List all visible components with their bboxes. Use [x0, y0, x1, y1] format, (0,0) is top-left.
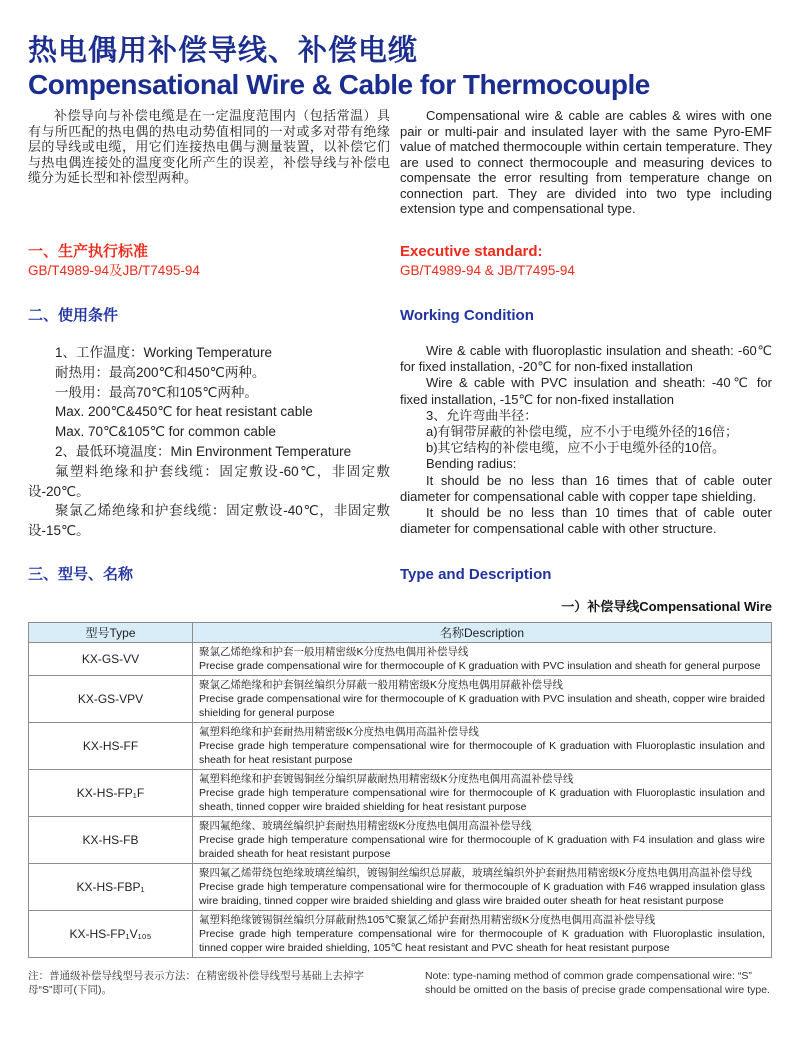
- type-code: KX-GS-VV: [29, 643, 193, 676]
- table-row: [29, 911, 772, 958]
- description-cell: [193, 676, 772, 723]
- condition-line: 耐热用：最高200℃和450℃两种。: [55, 364, 266, 380]
- description-zh: 聚四氟绝缘、玻璃丝编织护套耐热用精密级K分度热电偶用高温补偿导线: [199, 820, 532, 832]
- footnote-en: Note: type-naming method of common grade compensational wire: “S” should be omitted on the basis of precise grade compensational wire type.: [425, 970, 770, 996]
- type-heading-zh-cell: [28, 565, 390, 589]
- condition-line: It should be no less than 16 times that of cable outer diameter for compensational cable with copper tape shielding.: [400, 472, 772, 504]
- type-code: KX-HS-FP₁F: [29, 770, 193, 817]
- type-code: KX-HS-FF: [29, 723, 193, 770]
- condition-body-zh: [28, 343, 390, 565]
- page-title-en: Compensational Wire & Cable for Thermocouple: [28, 69, 650, 100]
- type-code: KX-HS-FBP₁: [29, 864, 193, 911]
- condition-line: 一般用：最高70℃和105℃两种。: [55, 384, 258, 400]
- condition-heading-en: Working Condition: [400, 307, 534, 324]
- description-zh: 氟塑料绝缘镀锡铜丝编织分屏蔽耐热105℃聚氯乙烯护套耐热用精密级K分度热电偶用高温补偿导线: [199, 914, 656, 926]
- table-row: [29, 817, 772, 864]
- description-cell: [193, 770, 772, 817]
- description-zh: 氟塑料绝缘和护套耐热用精密级K分度热电偶用高温补偿导线: [199, 726, 480, 738]
- description-cell: [193, 864, 772, 911]
- condition-line: 2、最低环境温度：Min Environment Temperature: [55, 443, 352, 459]
- table-row: [29, 723, 772, 770]
- condition-body-en: [400, 343, 772, 565]
- compensational-wire-table: [28, 622, 772, 958]
- standard-value-en: GB/T4989-94 & JB/T7495-94: [400, 263, 575, 278]
- condition-line: 1、工作温度：Working Temperature: [55, 345, 273, 360]
- type-heading-en: Type and Description: [400, 566, 552, 583]
- column-header-description: 名称Description: [193, 623, 772, 643]
- condition-heading-zh-cell: [28, 306, 390, 343]
- table-row: [29, 864, 772, 911]
- description-en: Precise grade high temperature compensational wire for thermocouple of K graduation with F46 wrapped insulation glass wire braiding, tinned copper wire braided shielding and glass wire braided outer sheath for heat resistant purpose: [199, 881, 765, 907]
- table-header-row: [29, 623, 772, 643]
- footnote-zh: 注：普通级补偿导线型号表示方法：在精密级补偿导线型号基础上去掉字母“S”即可(下同)。: [28, 970, 364, 996]
- intro-zh: [28, 108, 390, 242]
- standard-en: [400, 242, 772, 306]
- description-zh: 氟塑料绝缘和护套镀锡铜丝分编织屏蔽耐热用精密级K分度热电偶用高温补偿导线: [199, 773, 574, 785]
- two-column-body: [28, 108, 772, 589]
- description-cell: [193, 911, 772, 958]
- column-header-type: 型号Type: [29, 623, 193, 643]
- type-heading-en-cell: [400, 565, 772, 589]
- type-code: KX-GS-VPV: [29, 676, 193, 723]
- intro-en: [400, 108, 772, 242]
- standard-heading-en: Executive standard:: [400, 243, 543, 260]
- condition-line: 聚氯乙烯绝缘和护套线缆：固定敷设-40℃，非固定敷设-15℃。: [28, 503, 390, 539]
- standard-value-zh: GB/T4989-94及JB/T7495-94: [28, 263, 200, 278]
- footnotes: [28, 970, 772, 997]
- standard-zh: [28, 242, 390, 306]
- condition-line: Wire & cable with fluoroplastic insulation and sheath: -60℃ for fixed installation, -20℃ for non-fixed installation: [400, 343, 772, 375]
- description-en: Precise grade high temperature compensational wire for thermocouple of K graduation with F4 insulation and glass wire braided sheath for heat resistant purpose: [199, 834, 765, 860]
- condition-line: Max. 70℃&105℃ for common cable: [55, 424, 276, 440]
- description-cell: [193, 817, 772, 864]
- condition-line: a)有铜带屏蔽的补偿电缆，应不小于电缆外径的16倍；: [426, 424, 739, 440]
- table-row: [29, 676, 772, 723]
- description-en: Precise grade compensational wire for thermocouple of K graduation with PVC insulation and sheath for general purpose: [199, 660, 761, 672]
- condition-heading-en-cell: [400, 306, 772, 343]
- intro-paragraph-en: Compensational wire & cable are cables & wires with one pair or multi-pair and insulated layer with the same Pyro-EMF value of matched thermocouple within certain temperature. They are used to connect thermocouple and measuring devices to compensate the error resulting from temperature change on connection part. They are divided into two type including extension type and compensational type.: [400, 108, 772, 216]
- type-code: KX-HS-FB: [29, 817, 193, 864]
- description-en: Precise grade high temperature compensational wire for thermocouple of K graduation with Fluoroplastic insulation, tinned copper wire braided shielding, 105℃ heat resistant and PVC sheath for heat resistant purpose: [199, 928, 765, 954]
- description-zh: 聚氯乙烯绝缘和护套一般用精密级K分度热电偶用补偿导线: [199, 646, 469, 658]
- description-en: Precise grade high temperature compensational wire for thermocouple of K graduation with Fluoroplastic insulation and sheath, tinned copper wire braided shielding for heat resistant purpose: [199, 787, 765, 813]
- condition-line: b)其它结构的补偿电缆，应不小于电缆外径的10倍。: [426, 440, 726, 456]
- table-row: [29, 643, 772, 676]
- standard-heading-zh: 一、生产执行标准: [28, 243, 149, 260]
- intro-paragraph-zh: 补偿导向与补偿电缆是在一定温度范围内（包括常温）具有与所匹配的热电偶的热电动势值相同的一对或多对带有绝缘层的导线或电缆，用它们连接热电偶与测量装置，以补偿它们与热电偶连接处的温度变化所产生的误差，补偿导线与补偿电缆分为延长型和补偿型两种。: [28, 108, 390, 185]
- description-zh: 聚四氟乙烯带绕包绝缘玻璃丝编织，镀锡铜丝编织总屏蔽，玻璃丝编织外护套耐热用精密级K分度热电偶用高温补偿导线: [199, 867, 753, 879]
- condition-line: Wire & cable with PVC insulation and sheath: -40℃ for fixed installation, -15℃ for non-fixed installation: [400, 375, 772, 407]
- table-row: [29, 770, 772, 817]
- condition-line: 3、允许弯曲半径：: [426, 407, 538, 423]
- page-title-zh: 热电偶用补偿导线、补偿电缆: [28, 35, 419, 67]
- page-header: [28, 34, 772, 102]
- description-en: Precise grade high temperature compensational wire for thermocouple of K graduation with Fluoroplastic insulation and sheath for heat resistant purpose: [199, 740, 765, 766]
- type-code: KX-HS-FP₁V₁₀₅: [29, 911, 193, 958]
- condition-line: Bending radius:: [426, 456, 517, 472]
- condition-line: It should be no less than 10 times that of cable outer diameter for compensational cable with other structure.: [400, 505, 772, 537]
- description-cell: [193, 723, 772, 770]
- table-caption: 一）补偿导线Compensational Wire: [561, 599, 772, 614]
- condition-heading-zh: 二、使用条件: [28, 307, 119, 324]
- condition-line: 氟塑料绝缘和护套线缆：固定敷设-60℃，非固定敷设-20℃。: [28, 463, 390, 499]
- description-cell: [193, 643, 772, 676]
- description-zh: 聚氯乙烯绝缘和护套铜丝编织分屏蔽一般用精密级K分度热电偶用屏蔽补偿导线: [199, 679, 564, 691]
- condition-line: Max. 200℃&450℃ for heat resistant cable: [55, 404, 313, 420]
- description-en: Precise grade compensational wire for thermocouple of K graduation with PVC insulation and sheath, copper wire braided shielding for general purpose: [199, 693, 765, 719]
- type-heading-zh: 三、型号、名称: [28, 566, 134, 583]
